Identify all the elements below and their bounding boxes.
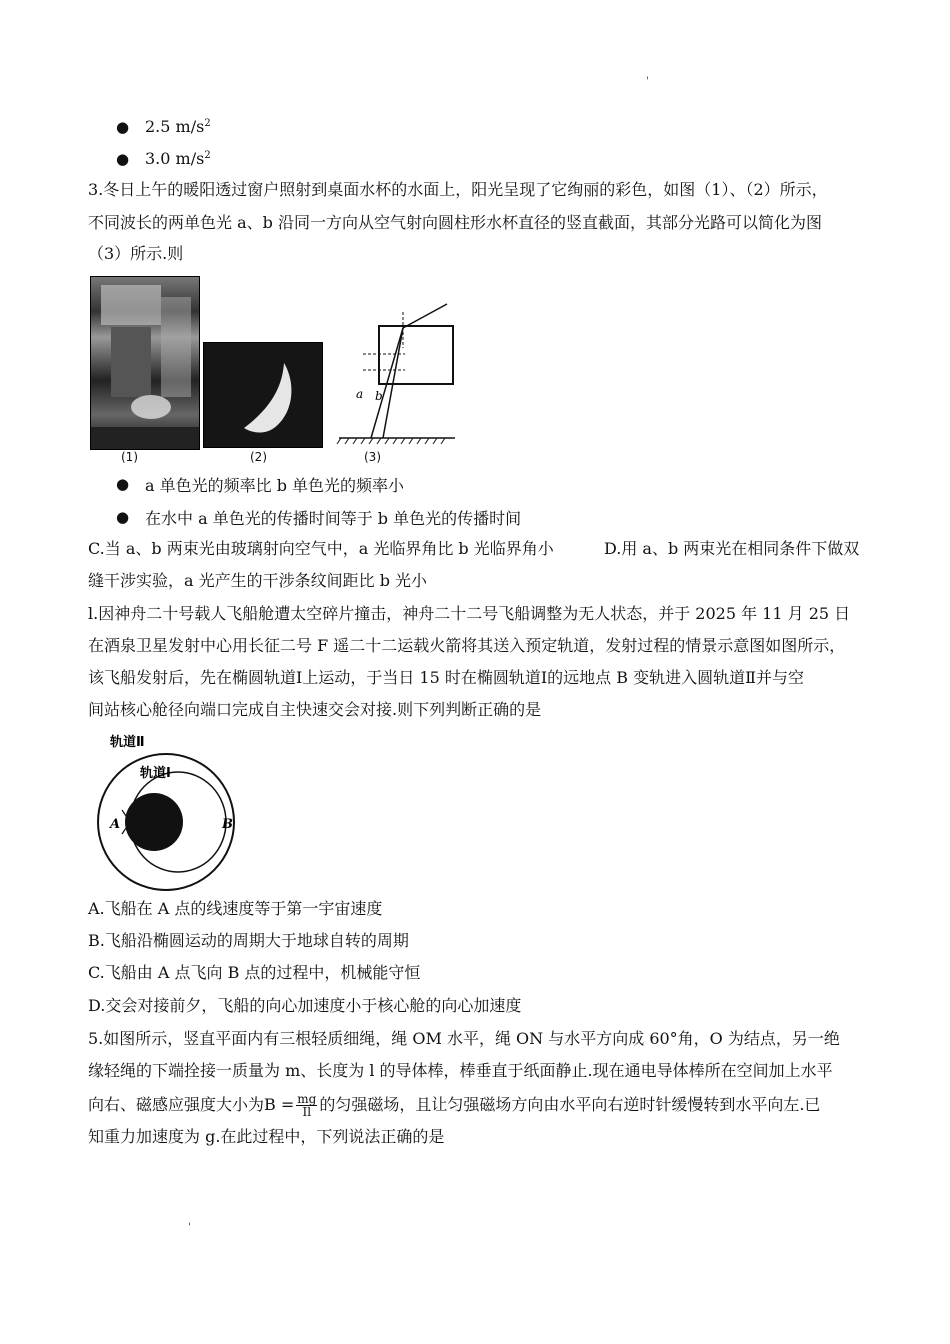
q5-stem-line3: 向右、磁感应强度大小为B = $\frac{mg}{Il}$ 的匀强磁场，且让匀强磁场方向由水平向右逆时针缓慢转到水平向左.已 <box>88 1092 821 1119</box>
bullet-dot: ● <box>116 150 130 168</box>
bullet-dot: ● <box>116 508 130 526</box>
q4-orbit-diagram <box>86 732 246 892</box>
q4-stem-line2: 在酒泉卫星发射中心用长征二号 F 遥二十二运载火箭将其送入预定轨道，发射过程的情景示意图如图所示， <box>88 636 846 655</box>
footer-mark: ' <box>188 1222 191 1233</box>
q3-photo-2 <box>203 342 323 448</box>
q3-caption-2: (2) <box>250 450 267 464</box>
q3-stem-line1: 3.冬日上午的暖阳透过窗户照射到桌面水杯的水面上，阳光呈现了它绚丽的彩色，如图（1）、（2）所示， <box>88 180 828 199</box>
q3-label-a: a <box>356 387 364 401</box>
q4-stem-line3: 该飞船发射后，先在椭圆轨道Ⅰ上运动，于当日 15 时在椭圆轨道Ⅰ的远地点 B 变轨进入圆轨道Ⅱ并与空 <box>88 668 804 687</box>
q4-label-orbit2: 轨道Ⅱ <box>110 735 145 750</box>
q3-caption-1: (1) <box>121 450 138 464</box>
q3-option-b: 在水中 a 单色光的传播时间等于 b 单色光的传播时间 <box>145 509 522 528</box>
bullet-dot: ● <box>116 118 130 136</box>
bullet-dot: ● <box>116 475 130 493</box>
q4-option-a: A.飞船在 A 点的线速度等于第一宇宙速度 <box>88 899 383 918</box>
q3-label-b: b <box>375 389 383 403</box>
q3-option-c: C.当 a、b 两束光由玻璃射向空气中，a 光临界角比 b 光临界角小 <box>88 539 554 558</box>
q3-stem-line2: 不同波长的两单色光 a、b 沿同一方向从空气射向圆柱形水杯直径的竖直截面，其部分光路可以简化为图 <box>88 213 822 232</box>
q5-stem-line2: 缘轻绳的下端拴接一质量为 m、长度为 l 的导体棒，棒垂直于纸面静止.现在通电导体棒所在空间加上水平 <box>88 1061 833 1080</box>
q4-label-A: A <box>110 817 121 832</box>
q4-label-B: B <box>222 817 233 832</box>
q3-option-d-part2: 缝干涉实验，a 光产生的干涉条纹间距比 b 光小 <box>88 571 428 590</box>
q4-label-orbit1: 轨道Ⅰ <box>140 766 171 781</box>
header-mark: ' <box>646 76 649 87</box>
q3-option-d-part1: D.用 a、b 两束光在相同条件下做双 <box>604 539 860 558</box>
q4-option-b: B.飞船沿椭圆运动的周期大于地球自转的周期 <box>88 931 409 950</box>
q2-option-1: 2.5 $m/s^2$ <box>145 117 211 136</box>
q3-stem-line3: （3）所示.则 <box>88 244 184 263</box>
q3-photo-1 <box>90 276 200 450</box>
q5-stem-line1: 5.如图所示，竖直平面内有三根轻质细绳，绳 OM 水平，绳 ON 与水平方向成 60°角，O 为结点，另一绝 <box>88 1029 840 1048</box>
q3-caption-3: (3) <box>364 450 381 464</box>
q4-stem-line4: 间站核心舱径向端口完成自主快速交会对接.则下列判断正确的是 <box>88 700 542 719</box>
q4-option-c: C.飞船由 A 点飞向 B 点的过程中，机械能守恒 <box>88 963 421 982</box>
q2-option-2: 3.0 $m/s^2$ <box>145 149 211 168</box>
q4-stem-line1: l.因神舟二十号载人飞船舱遭太空碎片撞击，神舟二十二号飞船调整为无人状态，并于 2025 年 11 月 25 日 <box>88 604 851 623</box>
q5-formula: B = $\frac{mg}{Il}$ <box>264 1092 317 1119</box>
q3-option-a: a 单色光的频率比 b 单色光的频率小 <box>145 476 405 495</box>
q5-stem-line4: 知重力加速度为 g.在此过程中，下列说法正确的是 <box>88 1127 445 1146</box>
q4-option-d: D.交会对接前夕，飞船的向心加速度小于核心舱的向心加速度 <box>88 996 522 1015</box>
q3-light-path-diagram <box>335 298 460 448</box>
